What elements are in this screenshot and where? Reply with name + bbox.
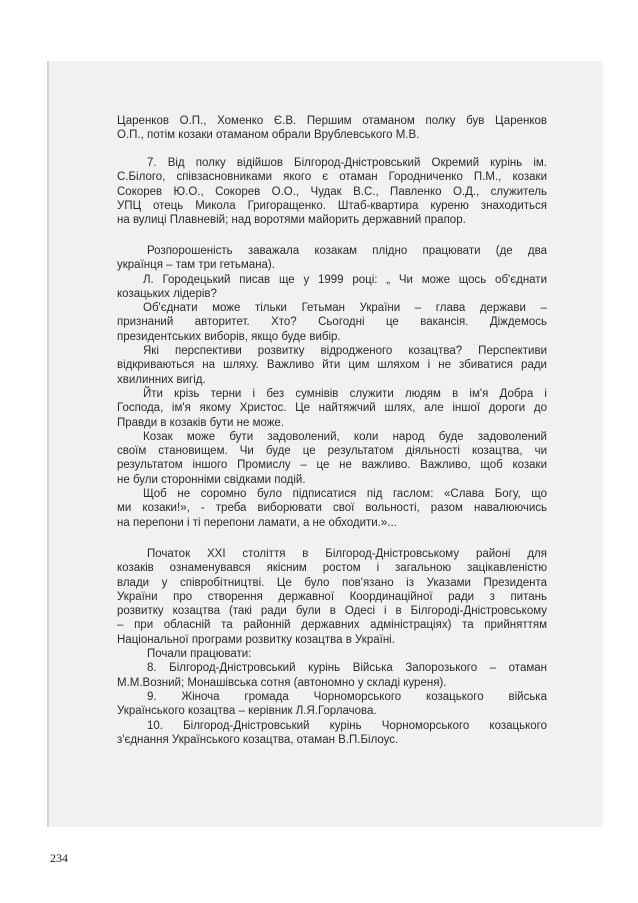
text-line: на вулиці Плавневій; над воротями майорить державний прапор. <box>117 214 466 227</box>
text-line: Розпорошеність заважала козакам плідно працювати (де два <box>147 245 547 257</box>
text-line: Козак може бути задоволений, коли народ буде задоволений <box>143 430 547 443</box>
paragraph-item-7 <box>117 156 547 227</box>
text-line: своїм становищем. Чи буде це результатом діяльності козацтва, чи <box>117 445 547 458</box>
text-line: С.Білого, співзасновниками якого є отаман Городниченко П.М., козаки <box>117 171 547 184</box>
paragraph-century <box>117 547 547 747</box>
scanned-page <box>47 61 603 827</box>
text-line: України про створення державної Координаційної ради з питань <box>117 590 547 603</box>
text-line: – при обласній та районній державних адміністраціях) та прийняттям <box>117 619 547 632</box>
text-line: козацьких лідерів? <box>117 287 217 300</box>
text-line: 7. Від полку відійшов Білгород-Дністровський Окремий курінь ім. <box>147 157 547 169</box>
text-line: О.П., потім козаки отаманом обрали Врублевського М.В. <box>117 129 420 142</box>
text-line: Початок XXI століття в Білгород-Дністровському районі для <box>147 548 547 560</box>
text-line: Національної програми розвитку козацтва в Україні. <box>117 633 395 646</box>
text-line: 8. Білгород-Дністровський курінь Війська Запорозького – отаман <box>147 662 547 675</box>
text-line: Українського козацтва – керівник Л.Я.Горлачова. <box>117 705 377 718</box>
text-line: відкриваються на шляху. Важливо йти цим шляхом і не збиватися ради <box>117 359 547 372</box>
text-line: Почали працювати: <box>147 648 252 661</box>
text-line: козаків ознаменувався якісним ростом і загальною зацікавленістю <box>117 562 547 575</box>
text-line: не були сторонніми свідками подій. <box>117 473 306 486</box>
text-line: Щоб не соромно було підписатися під гаслом: «Слава Богу, що <box>143 488 547 501</box>
text-line: українця – там три гетьмана). <box>117 259 275 272</box>
text-line: ми козаки!», - треба виборювати свої вольності, разом навалюючись <box>117 502 547 515</box>
text-line: Царенков О.П., Хоменко Є.В. Першим отаманом полку був Царенков <box>117 115 547 127</box>
text-line: 9. Жіноча громада Чорноморського козацького війська <box>147 690 547 703</box>
text-line: УПЦ отець Микола Григоращенко. Штаб-квартира куреню знаходиться <box>117 199 547 212</box>
text-line: Йти крізь терни і без сумнівів служити людям в ім'я Добра і <box>143 387 547 400</box>
text-line: Господа, ім'я якому Христос. Це найтяжчий шлях, але іншої дороги до <box>117 402 547 415</box>
text-line: на перепони і ті перепони ламати, а не обходити.»... <box>117 516 397 529</box>
paragraph-quote <box>117 244 547 530</box>
text-line: Які перспективи розвитку відродженого козацтва? Перспективи <box>143 345 547 358</box>
text-line: Л. Городецький писав ще у 1999 році: „ Чи може щось об'єднати <box>143 273 547 286</box>
text-line: розвитку козацтва (такі ради були в Одесі і в Білгороді-Дністровському <box>117 605 547 618</box>
text-line: Правди в козаків бути не може. <box>117 416 285 429</box>
text-line: 10. Білгород-Дністровський курінь Чорноморського козацького <box>147 719 547 732</box>
text-line: Сокорев Ю.О., Сокорев О.О., Чудак В.С., Павленко О.Д., служитель <box>117 185 547 198</box>
text-line: влади у співробітництві. Це було пов'язано із Указами Президента <box>117 576 547 589</box>
text-line: Об'єднати може тільки Гетьман України – глава держави – <box>143 302 547 315</box>
scan-edge <box>47 61 49 827</box>
text-line: президентських виборів, якщо буде вибір. <box>117 330 341 343</box>
text-line: з'єднання Українського козацтва, отаман В.П.Білоус. <box>117 733 399 746</box>
text-line: М.М.Возний; Монашівська сотня (автономно у складі куреня). <box>117 676 447 689</box>
text-line: результатом іншого Промислу – це не важливо. Важливо, щоб козаки <box>117 459 547 472</box>
text-line: хвилинних вигід. <box>117 373 206 386</box>
text-line: признаний авторитет. Хто? Сьогодні це вакансія. Діждемось <box>117 316 547 329</box>
page-number: 234 <box>50 851 68 865</box>
paragraph-intro <box>117 114 547 143</box>
